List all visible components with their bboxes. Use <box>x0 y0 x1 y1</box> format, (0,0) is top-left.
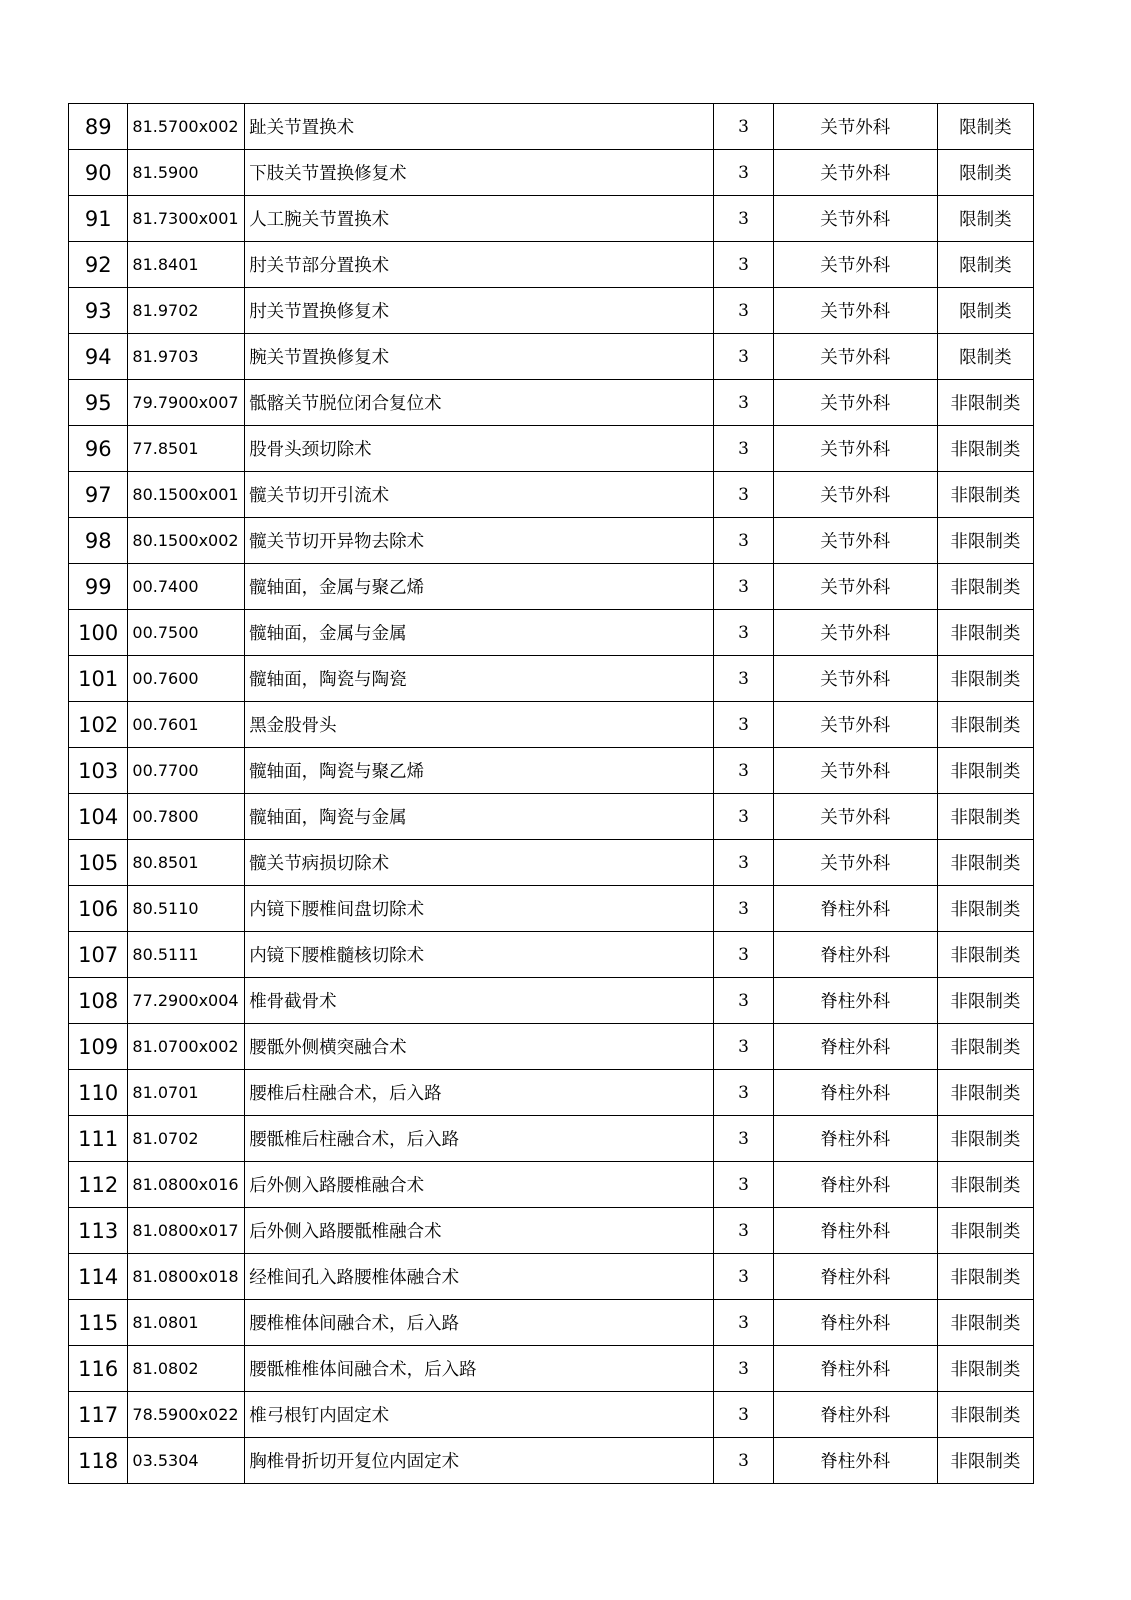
procedure-code-cell: 81.0800x018 <box>128 1254 245 1300</box>
row-number-cell: 114 <box>69 1254 128 1300</box>
department-cell: 关节外科 <box>773 748 937 794</box>
procedure-level-cell: 3 <box>714 1346 773 1392</box>
procedure-name-cell: 后外侧入路腰椎融合术 <box>245 1162 714 1208</box>
table-row <box>69 334 1034 380</box>
procedure-name-cell: 腕关节置换修复术 <box>245 334 714 380</box>
procedure-name-cell: 肘关节置换修复术 <box>245 288 714 334</box>
row-number-cell: 106 <box>69 886 128 932</box>
department-cell: 关节外科 <box>773 472 937 518</box>
row-number-cell: 118 <box>69 1438 128 1484</box>
procedure-level-cell: 3 <box>714 978 773 1024</box>
department-cell: 关节外科 <box>773 656 937 702</box>
procedure-code-cell: 81.0802 <box>128 1346 245 1392</box>
procedure-level-cell: 3 <box>714 472 773 518</box>
row-number-cell: 115 <box>69 1300 128 1346</box>
procedure-name-cell: 经椎间孔入路腰椎体融合术 <box>245 1254 714 1300</box>
procedure-name-cell: 趾关节置换术 <box>245 104 714 150</box>
department-cell: 关节外科 <box>773 702 937 748</box>
procedure-name-cell: 髋轴面，陶瓷与陶瓷 <box>245 656 714 702</box>
table-row <box>69 1392 1034 1438</box>
table-row <box>69 1300 1034 1346</box>
procedure-code-cell: 79.7900x007 <box>128 380 245 426</box>
procedure-name-cell: 腰椎椎体间融合术，后入路 <box>245 1300 714 1346</box>
table-row <box>69 1438 1034 1484</box>
procedure-name-cell: 椎弓根钉内固定术 <box>245 1392 714 1438</box>
row-number-cell: 92 <box>69 242 128 288</box>
row-number-cell: 90 <box>69 150 128 196</box>
procedure-level-cell: 3 <box>714 334 773 380</box>
table-row <box>69 518 1034 564</box>
procedure-level-cell: 3 <box>714 932 773 978</box>
department-cell: 关节外科 <box>773 380 937 426</box>
department-cell: 关节外科 <box>773 196 937 242</box>
procedure-level-cell: 3 <box>714 564 773 610</box>
procedure-level-cell: 3 <box>714 104 773 150</box>
department-cell: 关节外科 <box>773 518 937 564</box>
procedure-code-cell: 00.7400 <box>128 564 245 610</box>
procedure-level-cell: 3 <box>714 886 773 932</box>
department-cell: 脊柱外科 <box>773 1116 937 1162</box>
department-cell: 关节外科 <box>773 334 937 380</box>
management-category-cell: 限制类 <box>937 150 1033 196</box>
procedure-name-cell: 人工腕关节置换术 <box>245 196 714 242</box>
procedure-level-cell: 3 <box>714 242 773 288</box>
procedure-level-cell: 3 <box>714 150 773 196</box>
department-cell: 脊柱外科 <box>773 1346 937 1392</box>
table-row <box>69 1162 1034 1208</box>
row-number-cell: 112 <box>69 1162 128 1208</box>
procedure-name-cell: 髋关节病损切除术 <box>245 840 714 886</box>
procedure-name-cell: 内镜下腰椎间盘切除术 <box>245 886 714 932</box>
department-cell: 关节外科 <box>773 288 937 334</box>
procedure-name-cell: 黑金股骨头 <box>245 702 714 748</box>
row-number-cell: 91 <box>69 196 128 242</box>
management-category-cell: 非限制类 <box>937 518 1033 564</box>
row-number-cell: 105 <box>69 840 128 886</box>
management-category-cell: 非限制类 <box>937 1254 1033 1300</box>
procedure-name-cell: 胸椎骨折切开复位内固定术 <box>245 1438 714 1484</box>
table-row <box>69 840 1034 886</box>
procedure-name-cell: 肘关节部分置换术 <box>245 242 714 288</box>
procedure-code-cell: 80.1500x001 <box>128 472 245 518</box>
procedure-code-cell: 00.7500 <box>128 610 245 656</box>
procedure-level-cell: 3 <box>714 380 773 426</box>
management-category-cell: 非限制类 <box>937 840 1033 886</box>
procedure-code-cell: 80.8501 <box>128 840 245 886</box>
table-row <box>69 1346 1034 1392</box>
table-row <box>69 886 1034 932</box>
procedure-name-cell: 髋轴面，陶瓷与金属 <box>245 794 714 840</box>
row-number-cell: 108 <box>69 978 128 1024</box>
procedure-code-cell: 77.2900x004 <box>128 978 245 1024</box>
procedure-name-cell: 髋轴面，金属与聚乙烯 <box>245 564 714 610</box>
procedure-code-cell: 78.5900x022 <box>128 1392 245 1438</box>
row-number-cell: 113 <box>69 1208 128 1254</box>
department-cell: 脊柱外科 <box>773 1392 937 1438</box>
procedure-code-cell: 81.7300x001 <box>128 196 245 242</box>
procedure-level-cell: 3 <box>714 840 773 886</box>
procedure-code-cell: 81.0800x017 <box>128 1208 245 1254</box>
procedure-code-cell: 03.5304 <box>128 1438 245 1484</box>
management-category-cell: 非限制类 <box>937 656 1033 702</box>
procedure-level-cell: 3 <box>714 1208 773 1254</box>
management-category-cell: 非限制类 <box>937 1346 1033 1392</box>
procedure-code-cell: 80.5111 <box>128 932 245 978</box>
procedure-code-cell: 81.0701 <box>128 1070 245 1116</box>
row-number-cell: 110 <box>69 1070 128 1116</box>
management-category-cell: 非限制类 <box>937 610 1033 656</box>
management-category-cell: 非限制类 <box>937 1070 1033 1116</box>
management-category-cell: 限制类 <box>937 288 1033 334</box>
procedure-code-cell: 81.9702 <box>128 288 245 334</box>
procedure-level-cell: 3 <box>714 1024 773 1070</box>
procedure-code-cell: 81.0702 <box>128 1116 245 1162</box>
procedure-level-cell: 3 <box>714 288 773 334</box>
table-row <box>69 794 1034 840</box>
table-row <box>69 1024 1034 1070</box>
procedure-name-cell: 髋关节切开异物去除术 <box>245 518 714 564</box>
table-row <box>69 1116 1034 1162</box>
procedure-name-cell: 椎骨截骨术 <box>245 978 714 1024</box>
management-category-cell: 非限制类 <box>937 748 1033 794</box>
department-cell: 脊柱外科 <box>773 1162 937 1208</box>
department-cell: 关节外科 <box>773 564 937 610</box>
management-category-cell: 非限制类 <box>937 932 1033 978</box>
row-number-cell: 100 <box>69 610 128 656</box>
procedure-level-cell: 3 <box>714 1070 773 1116</box>
procedure-code-cell: 77.8501 <box>128 426 245 472</box>
procedure-code-cell: 80.1500x002 <box>128 518 245 564</box>
procedure-level-cell: 3 <box>714 748 773 794</box>
procedure-name-cell: 腰骶椎后柱融合术，后入路 <box>245 1116 714 1162</box>
management-category-cell: 非限制类 <box>937 380 1033 426</box>
procedure-code-cell: 81.5900 <box>128 150 245 196</box>
department-cell: 脊柱外科 <box>773 1254 937 1300</box>
procedure-level-cell: 3 <box>714 1116 773 1162</box>
row-number-cell: 102 <box>69 702 128 748</box>
management-category-cell: 非限制类 <box>937 472 1033 518</box>
row-number-cell: 95 <box>69 380 128 426</box>
management-category-cell: 非限制类 <box>937 426 1033 472</box>
table-row <box>69 1070 1034 1116</box>
department-cell: 脊柱外科 <box>773 978 937 1024</box>
procedure-name-cell: 腰骶椎椎体间融合术，后入路 <box>245 1346 714 1392</box>
procedure-level-cell: 3 <box>714 1392 773 1438</box>
procedure-name-cell: 股骨头颈切除术 <box>245 426 714 472</box>
table-row <box>69 242 1034 288</box>
management-category-cell: 限制类 <box>937 242 1033 288</box>
department-cell: 关节外科 <box>773 150 937 196</box>
procedure-level-cell: 3 <box>714 1254 773 1300</box>
procedure-level-cell: 3 <box>714 518 773 564</box>
row-number-cell: 109 <box>69 1024 128 1070</box>
procedure-code-cell: 80.5110 <box>128 886 245 932</box>
procedure-name-cell: 髋轴面，金属与金属 <box>245 610 714 656</box>
table-row <box>69 380 1034 426</box>
procedure-code-cell: 81.8401 <box>128 242 245 288</box>
row-number-cell: 104 <box>69 794 128 840</box>
procedure-code-cell: 81.0700x002 <box>128 1024 245 1070</box>
procedure-level-cell: 3 <box>714 1300 773 1346</box>
department-cell: 关节外科 <box>773 426 937 472</box>
department-cell: 关节外科 <box>773 610 937 656</box>
row-number-cell: 96 <box>69 426 128 472</box>
table-row <box>69 104 1034 150</box>
management-category-cell: 非限制类 <box>937 1438 1033 1484</box>
management-category-cell: 非限制类 <box>937 886 1033 932</box>
management-category-cell: 非限制类 <box>937 564 1033 610</box>
table-row <box>69 426 1034 472</box>
management-category-cell: 限制类 <box>937 104 1033 150</box>
management-category-cell: 限制类 <box>937 196 1033 242</box>
procedure-level-cell: 3 <box>714 702 773 748</box>
procedure-code-cell: 00.7601 <box>128 702 245 748</box>
management-category-cell: 非限制类 <box>937 978 1033 1024</box>
department-cell: 脊柱外科 <box>773 1070 937 1116</box>
procedure-name-cell: 髋轴面，陶瓷与聚乙烯 <box>245 748 714 794</box>
procedure-name-cell: 下肢关节置换修复术 <box>245 150 714 196</box>
procedure-name-cell: 腰椎后柱融合术，后入路 <box>245 1070 714 1116</box>
row-number-cell: 107 <box>69 932 128 978</box>
table-row <box>69 1208 1034 1254</box>
management-category-cell: 非限制类 <box>937 1300 1033 1346</box>
table-row <box>69 288 1034 334</box>
department-cell: 关节外科 <box>773 840 937 886</box>
row-number-cell: 116 <box>69 1346 128 1392</box>
department-cell: 脊柱外科 <box>773 932 937 978</box>
row-number-cell: 99 <box>69 564 128 610</box>
department-cell: 关节外科 <box>773 104 937 150</box>
table-row <box>69 610 1034 656</box>
management-category-cell: 非限制类 <box>937 702 1033 748</box>
management-category-cell: 非限制类 <box>937 1162 1033 1208</box>
procedure-code-cell: 81.0800x016 <box>128 1162 245 1208</box>
procedure-code-cell: 00.7600 <box>128 656 245 702</box>
department-cell: 关节外科 <box>773 794 937 840</box>
procedure-level-cell: 3 <box>714 1438 773 1484</box>
table-row <box>69 932 1034 978</box>
table-row <box>69 748 1034 794</box>
procedure-code-cell: 81.0801 <box>128 1300 245 1346</box>
table-row <box>69 472 1034 518</box>
table-row <box>69 1254 1034 1300</box>
procedure-level-cell: 3 <box>714 656 773 702</box>
management-category-cell: 非限制类 <box>937 1208 1033 1254</box>
row-number-cell: 117 <box>69 1392 128 1438</box>
row-number-cell: 103 <box>69 748 128 794</box>
table-row <box>69 196 1034 242</box>
procedure-name-cell: 内镜下腰椎髓核切除术 <box>245 932 714 978</box>
procedure-name-cell: 腰骶外侧横突融合术 <box>245 1024 714 1070</box>
procedure-level-cell: 3 <box>714 794 773 840</box>
procedure-level-cell: 3 <box>714 196 773 242</box>
procedure-name-cell: 髋关节切开引流术 <box>245 472 714 518</box>
table-row <box>69 564 1034 610</box>
procedure-name-cell: 骶髂关节脱位闭合复位术 <box>245 380 714 426</box>
procedure-code-cell: 81.5700x002 <box>128 104 245 150</box>
procedure-code-cell: 00.7700 <box>128 748 245 794</box>
department-cell: 脊柱外科 <box>773 1024 937 1070</box>
management-category-cell: 非限制类 <box>937 1116 1033 1162</box>
procedure-table <box>68 103 1034 1484</box>
department-cell: 关节外科 <box>773 242 937 288</box>
procedure-level-cell: 3 <box>714 426 773 472</box>
department-cell: 脊柱外科 <box>773 1208 937 1254</box>
row-number-cell: 94 <box>69 334 128 380</box>
procedure-table-body <box>69 104 1034 1484</box>
table-row <box>69 978 1034 1024</box>
procedure-level-cell: 3 <box>714 1162 773 1208</box>
procedure-level-cell: 3 <box>714 610 773 656</box>
table-row <box>69 150 1034 196</box>
management-category-cell: 非限制类 <box>937 1024 1033 1070</box>
procedure-code-cell: 00.7800 <box>128 794 245 840</box>
row-number-cell: 101 <box>69 656 128 702</box>
row-number-cell: 98 <box>69 518 128 564</box>
management-category-cell: 非限制类 <box>937 794 1033 840</box>
procedure-code-cell: 81.9703 <box>128 334 245 380</box>
department-cell: 脊柱外科 <box>773 1300 937 1346</box>
table-row <box>69 702 1034 748</box>
management-category-cell: 非限制类 <box>937 1392 1033 1438</box>
procedure-name-cell: 后外侧入路腰骶椎融合术 <box>245 1208 714 1254</box>
management-category-cell: 限制类 <box>937 334 1033 380</box>
row-number-cell: 93 <box>69 288 128 334</box>
row-number-cell: 97 <box>69 472 128 518</box>
department-cell: 脊柱外科 <box>773 886 937 932</box>
table-row <box>69 656 1034 702</box>
row-number-cell: 111 <box>69 1116 128 1162</box>
row-number-cell: 89 <box>69 104 128 150</box>
department-cell: 脊柱外科 <box>773 1438 937 1484</box>
